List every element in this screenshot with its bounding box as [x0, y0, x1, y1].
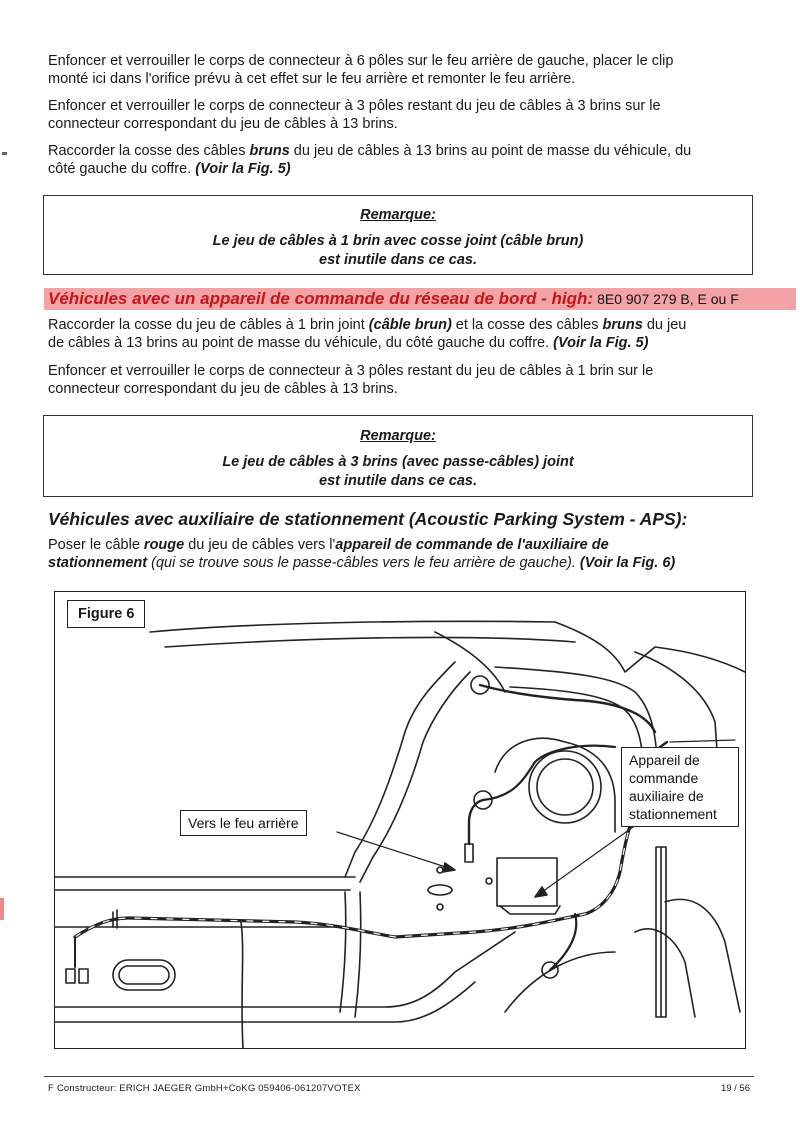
highlighted-section-heading: [44, 288, 796, 310]
trunk-frame-outer: [345, 662, 455, 877]
scan-mark: [2, 152, 7, 155]
pillar-vertical-2: [355, 892, 361, 1017]
paragraph-ground-point: [48, 142, 748, 178]
paragraph-connector-6-pole: [48, 52, 748, 88]
emphasis-control-unit: appareil de commande de l'auxiliaire de: [335, 537, 609, 553]
remark-line: est inutile dans ce cas.: [319, 473, 477, 489]
remark-box-2: [43, 415, 753, 497]
arrow-head-left: [443, 863, 455, 872]
wheel-housing: [529, 751, 601, 823]
body-curve-right: [665, 899, 740, 1012]
text-run: et la cosse des câbles: [451, 317, 603, 333]
part-number: 8E0 907 279 B, E ou F: [597, 291, 739, 307]
arrow-head-right: [535, 887, 547, 897]
body-outline-top: [165, 637, 575, 647]
text-run: du jeu de câbles à 13 brins au point de masse du véhicule, du: [289, 143, 692, 159]
wiring-harness-inner: [75, 797, 640, 937]
text-line: connecteur correspondant du jeu de câbles à 13 brins.: [48, 116, 398, 132]
callout-rear-lamp: Vers le feu arrière: [180, 810, 307, 836]
rear-pillar-inner: [435, 632, 505, 692]
heading-title: Véhicules avec un appareil de commande du réseau de bord - high:: [48, 289, 594, 308]
wheel-housing-inner: [537, 759, 593, 815]
remark-title: Remarque:: [360, 207, 436, 223]
remark-line: Le jeu de câbles à 1 brin avec cosse joint (câble brun): [212, 233, 584, 249]
figure-reference: (Voir la Fig. 6): [579, 555, 676, 571]
remark-box-1: [43, 195, 753, 275]
text-line: connecteur correspondant du jeu de câbles à 13 brins.: [48, 381, 398, 397]
text-run: côté gauche du coffre.: [48, 161, 196, 177]
mount-hole-small: [486, 878, 492, 884]
wiring-harness: [75, 797, 640, 937]
figure-reference: (Voir la Fig. 5): [553, 335, 649, 351]
footer-divider: [44, 1076, 754, 1077]
mount-hole-small: [437, 867, 443, 873]
remark-line: est inutile dans ce cas.: [319, 252, 477, 268]
figure-6-diagram: [54, 591, 746, 1049]
text-line: Enfoncer et verrouiller le corps de connecteur à 6 pôles sur le feu arrière de gauche, placer le clip: [48, 53, 674, 69]
body-outline-upper: [150, 621, 555, 632]
sill-line: [55, 932, 515, 1007]
paragraph-brown-cable: [48, 316, 748, 352]
text-line: monté ici dans l'orifice prévu à cet effet sur le feu arrière et remonter le feu arrière.: [48, 71, 576, 87]
text-line: Enfoncer et verrouiller le corps de connecteur à 3 pôles restant du jeu de câbles à 1 brin sur le: [48, 363, 654, 379]
connector-to-lamp: [465, 844, 473, 862]
body-curve-right-2: [635, 929, 695, 1017]
cable-tie-vertical: [241, 922, 243, 1048]
emphasis-stationnement: stationnement: [48, 555, 148, 571]
remark-title: Remarque:: [360, 428, 436, 444]
connector-plug: [79, 969, 88, 983]
callout-line: Appareil de: [629, 752, 700, 768]
emphasis-rouge: rouge: [143, 537, 185, 553]
text-line: Enfoncer et verrouiller le corps de connecteur à 3 pôles restant du jeu de câbles à 3 brins sur le: [48, 98, 661, 114]
panel-cutout: [113, 960, 175, 990]
text-run: de câbles à 13 brins au point de masse du véhicule, du côté gauche du coffre.: [48, 335, 554, 351]
rear-pillar: [555, 622, 745, 672]
footer-manufacturer: F Constructeur: ERICH JAEGER GmbH+CoKG 059406-061207VOTEX: [48, 1083, 361, 1094]
paragraph-red-cable: [48, 536, 748, 572]
leader-line-left: [337, 832, 455, 870]
page-number: 19 / 56: [720, 1083, 750, 1094]
text-run: Raccorder la cosse des câbles: [48, 143, 250, 159]
scan-mark: [0, 898, 4, 920]
trunk-frame-inner: [360, 672, 470, 882]
section-heading-aps: Véhicules avec auxiliaire de stationnement (Acoustic Parking System - APS):: [48, 509, 688, 529]
paragraph-connector-1-brin: [48, 362, 748, 398]
callout-line: commande: [629, 770, 699, 786]
wiring-to-lamp-2: [483, 746, 615, 800]
text-run: du jeu: [642, 317, 687, 333]
emphasis-bruns: bruns: [249, 143, 290, 159]
mount-hole-small: [437, 904, 443, 910]
connector-plug: [66, 969, 75, 983]
callout-line: auxiliaire de: [629, 788, 704, 804]
leader-line-right: [535, 822, 640, 897]
callout-line: stationnement: [629, 806, 717, 822]
remark-line: Le jeu de câbles à 3 brins (avec passe-câbles) joint: [222, 454, 574, 470]
text-run: (qui se trouve sous le passe-câbles vers le feu arrière de gauche).: [147, 555, 580, 571]
emphasis-bruns: bruns: [602, 317, 643, 333]
aps-control-unit: [497, 858, 557, 906]
figure-reference: (Voir la Fig. 5): [195, 161, 291, 177]
pillar-vertical-left: [340, 892, 346, 1012]
callout-aps-control-unit: [621, 747, 739, 827]
wiring-lower-right: [550, 914, 576, 970]
leader-line-top: [670, 740, 735, 742]
text-run: Poser le câble: [48, 537, 144, 553]
paragraph-connector-3-pole: [48, 97, 748, 133]
emphasis-cable-brun: (câble brun): [368, 317, 452, 333]
panel-cutout-inner: [119, 966, 169, 984]
mount-hole: [428, 885, 452, 895]
control-unit-bracket: [500, 906, 560, 914]
text-run: Raccorder la cosse du jeu de câbles à 1 brin joint: [48, 317, 369, 333]
figure-label: Figure 6: [67, 600, 145, 628]
text-run: du jeu de câbles vers l': [184, 537, 336, 553]
